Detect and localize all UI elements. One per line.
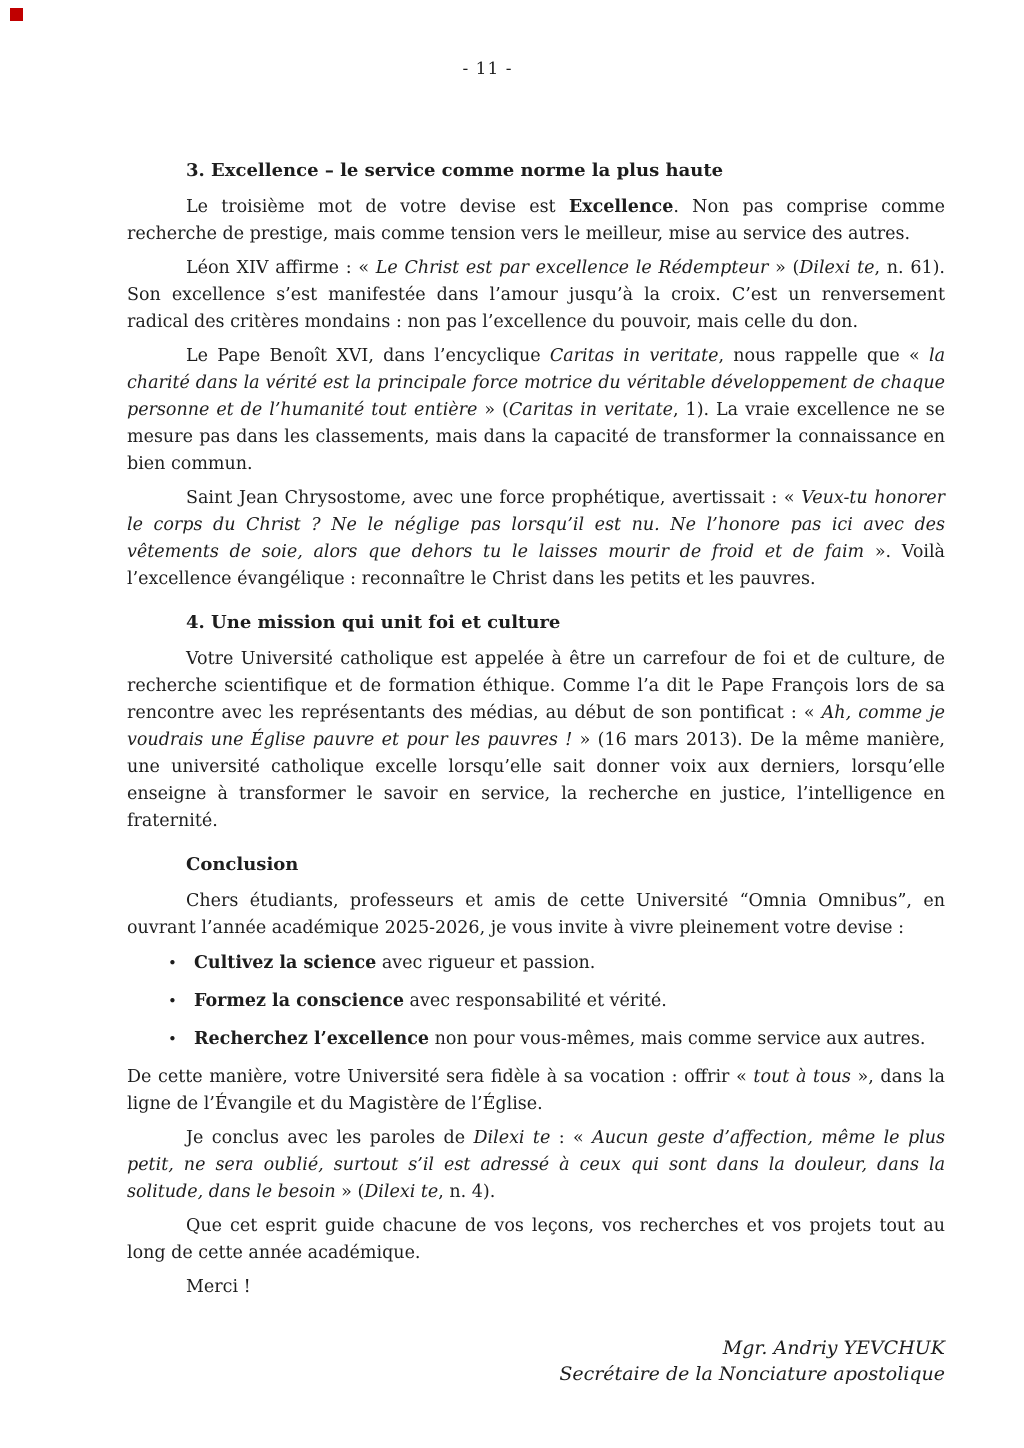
page-number: - 11 - xyxy=(462,59,513,79)
paragraph-merci: Merci ! xyxy=(186,1277,251,1297)
paragraph-vocation: De cette manière, votre Université sera fidèle à sa vocation : offrir « tout à tous », dans la ligne de l’Évangile et du Magistère de l’Église. xyxy=(127,1067,945,1114)
paragraph-benoit-xvi: Le Pape Benoît XVI, dans l’encyclique Caritas in veritate, nous rappelle que « la charité dans la vérité est la principale force motrice du véritable développement de chaque personne et de l’humanité tout entière » (Caritas in veritate, 1). La vraie excellence ne se mesure pas dans les classements, mais dans la capacité de transformer la connaissance en bien commun. xyxy=(127,346,945,474)
corner-marker xyxy=(10,8,23,21)
list-item-cultivez xyxy=(127,950,945,977)
signature-block xyxy=(127,1335,945,1387)
signature-name: Mgr. Andriy YEVCHUK xyxy=(722,1337,945,1359)
paragraph-dilexi-citation: Je conclus avec les paroles de Dilexi te : « Aucun geste d’affection, même le plus petit, ne sera oublié, surtout s’il est adressé à ceux qui sont dans la douleur, dans la solitude, dans le besoin » (Dilexi te, n. 4). xyxy=(127,1128,945,1202)
paragraph-devise-excellence: Le troisième mot de votre devise est Excellence. Non pas comprise comme recherche de prestige, mais comme tension vers le meilleur, mise au service des autres. xyxy=(127,197,945,244)
list-item-text: Formez la conscience avec responsabilité et vérité. xyxy=(194,991,667,1011)
signature-title: Secrétaire de la Nonciature apostolique xyxy=(559,1363,945,1385)
bullet-icon: • xyxy=(168,954,177,972)
conclusion-heading: Conclusion xyxy=(186,854,299,875)
paragraph-leon-xiv: Léon XIV affirme : « Le Christ est par excellence le Rédempteur » (Dilexi te, n. 61). Son excellence s’est manifestée dans l’amour jusqu’à la croix. C’est un renversement radical des critères mondains : non pas l’excellence du pouvoir, mais celle du don. xyxy=(127,258,945,332)
list-item-text: Cultivez la science avec rigueur et passion. xyxy=(194,953,596,973)
list-item-recherchez xyxy=(127,1026,945,1053)
bullet-icon: • xyxy=(168,992,177,1010)
list-item-formez xyxy=(127,988,945,1015)
paragraph-esprit-guide: Que cet esprit guide chacune de vos leçons, vos recherches et vos projets tout au long de cette année académique. xyxy=(127,1216,945,1263)
paragraph-jean-chrysostome: Saint Jean Chrysostome, avec une force prophétique, avertissait : « Veux-tu honorer le corps du Christ ? Ne le néglige pas lorsqu’il est nu. Ne l’honore pas ici avec des vêtements de soie, alors que dehors tu le laisses mourir de froid et de faim ». Voilà l’excellence évangélique : reconnaître le Christ dans les petits et les pauvres. xyxy=(127,488,946,589)
paragraph-universite-catholique: Votre Université catholique est appelée à être un carrefour de foi et de culture, de recherche scientifique et de formation éthique. Comme l’a dit le Pape François lors de sa rencontre avec les représentants des médias, au début de son pontificat : « Ah, comme je voudrais une Église pauvre et pour les pauvres ! » (16 mars 2013). De la même manière, une université catholique excelle lorsqu’elle sait donner voix aux derniers, lorsqu’elle enseigne à transformer le savoir en service, la recherche en justice, l’intelligence en fraternité. xyxy=(127,649,945,831)
document-body xyxy=(127,157,945,1387)
paragraph-chers-etudiants: Chers étudiants, professeurs et amis de cette Université “Omnia Omnibus”, en ouvrant l’année académique 2025-2026, je vous invite à vivre pleinement votre devise : xyxy=(127,891,945,938)
bullet-icon: • xyxy=(168,1030,177,1048)
list-item-text: Recherchez l’excellence non pour vous-mêmes, mais comme service aux autres. xyxy=(194,1029,926,1049)
section-heading-mission: 4. Une mission qui unit foi et culture xyxy=(186,612,561,633)
section-heading-excellence: 3. Excellence – le service comme norme la plus haute xyxy=(186,160,724,181)
